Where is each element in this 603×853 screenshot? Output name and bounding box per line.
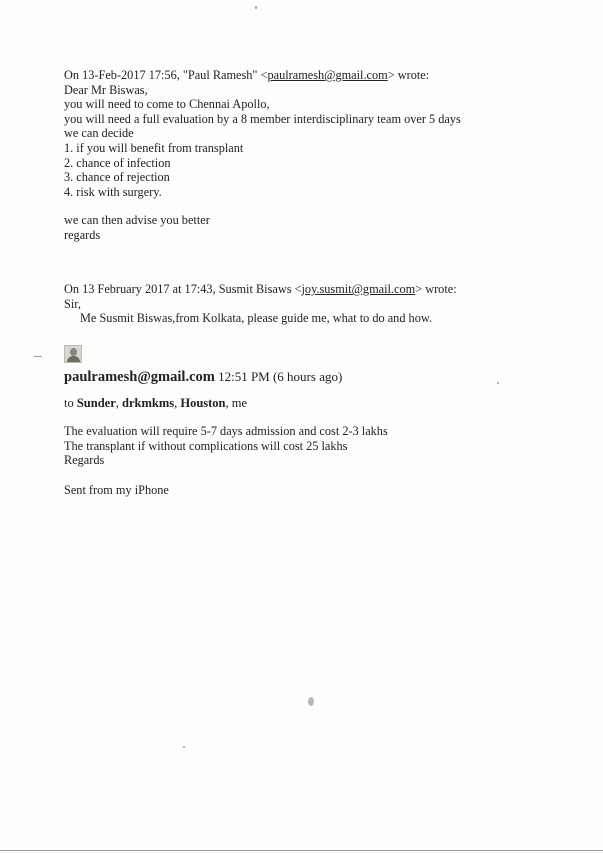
quoted-closing-line: we can then advise you better	[64, 213, 210, 228]
scan-speck	[497, 382, 499, 384]
to-label: to	[64, 396, 74, 410]
avatar-body-shape	[67, 356, 80, 363]
quoted-header-suffix: > wrote:	[415, 282, 457, 296]
list-item: 3. chance of rejection	[64, 170, 170, 185]
quoted-header-suffix: > wrote:	[387, 68, 430, 82]
scan-speck	[255, 6, 257, 9]
reply-line: The transplant if without complications will cost 25 lakhs	[64, 438, 348, 453]
quoted-header-prefix: On 13-Feb-2017 17:56, "Paul Ramesh" <	[64, 68, 268, 82]
quoted-header	[64, 282, 584, 297]
list-item: 1. if you will benefit from transplant	[64, 140, 244, 155]
scan-edge-divider	[0, 850, 603, 851]
recipient: Houston	[180, 396, 226, 410]
quoted-line: you will need to come to Chennai Apollo,	[64, 97, 270, 112]
list-item: 2. chance of infection	[64, 155, 171, 170]
quoted-closing-line: regards	[64, 227, 101, 242]
quoted-message: Me Susmit Biswas,from Kolkata, please guide me, what to do and how.	[80, 311, 432, 326]
quoted-header-prefix: On 13 February 2017 at 17:43, Susmit Bisaws <	[64, 282, 302, 296]
reply-time: 12:51 PM (6 hours ago)	[218, 369, 343, 384]
reply-line: Regards	[64, 453, 105, 468]
signature: Sent from my iPhone	[64, 483, 169, 497]
quoted-line: we can decide	[64, 126, 134, 141]
reply-sender-line	[64, 369, 342, 386]
quoted-line: you will need a full evaluation by a 8 member interdisciplinary team over 5 days	[64, 111, 461, 126]
joysusmit-email-link[interactable]: joy.susmit@gmail.com	[301, 282, 416, 296]
list-item: 4. risk with surgery.	[64, 184, 162, 199]
scan-speck	[183, 746, 185, 748]
paulramesh-email-link[interactable]: paulramesh@gmail.com	[267, 68, 388, 82]
quoted-email-paul-ramesh	[64, 68, 584, 243]
quoted-salutation: Sir,	[64, 296, 81, 311]
sender-email[interactable]: paulramesh@gmail.com	[64, 369, 215, 385]
avatar[interactable]	[64, 345, 82, 363]
recipient-me: me	[231, 396, 248, 410]
reply-body	[64, 424, 388, 468]
avatar-head-shape	[70, 348, 77, 356]
recipient: drkmkms	[122, 396, 175, 410]
reply-line: The evaluation will require 5-7 days admission and cost 2-3 lakhs	[64, 424, 388, 438]
recipients-line[interactable]: to Sunder, drkmkms, Houston, me	[64, 396, 248, 410]
quoted-email-susmit	[64, 282, 584, 326]
scan-speck	[34, 356, 42, 357]
recipient: Sunder	[76, 396, 116, 410]
scan-speck	[308, 697, 314, 706]
quoted-line: Dear Mr Biswas,	[64, 82, 148, 97]
quoted-header	[64, 68, 584, 83]
